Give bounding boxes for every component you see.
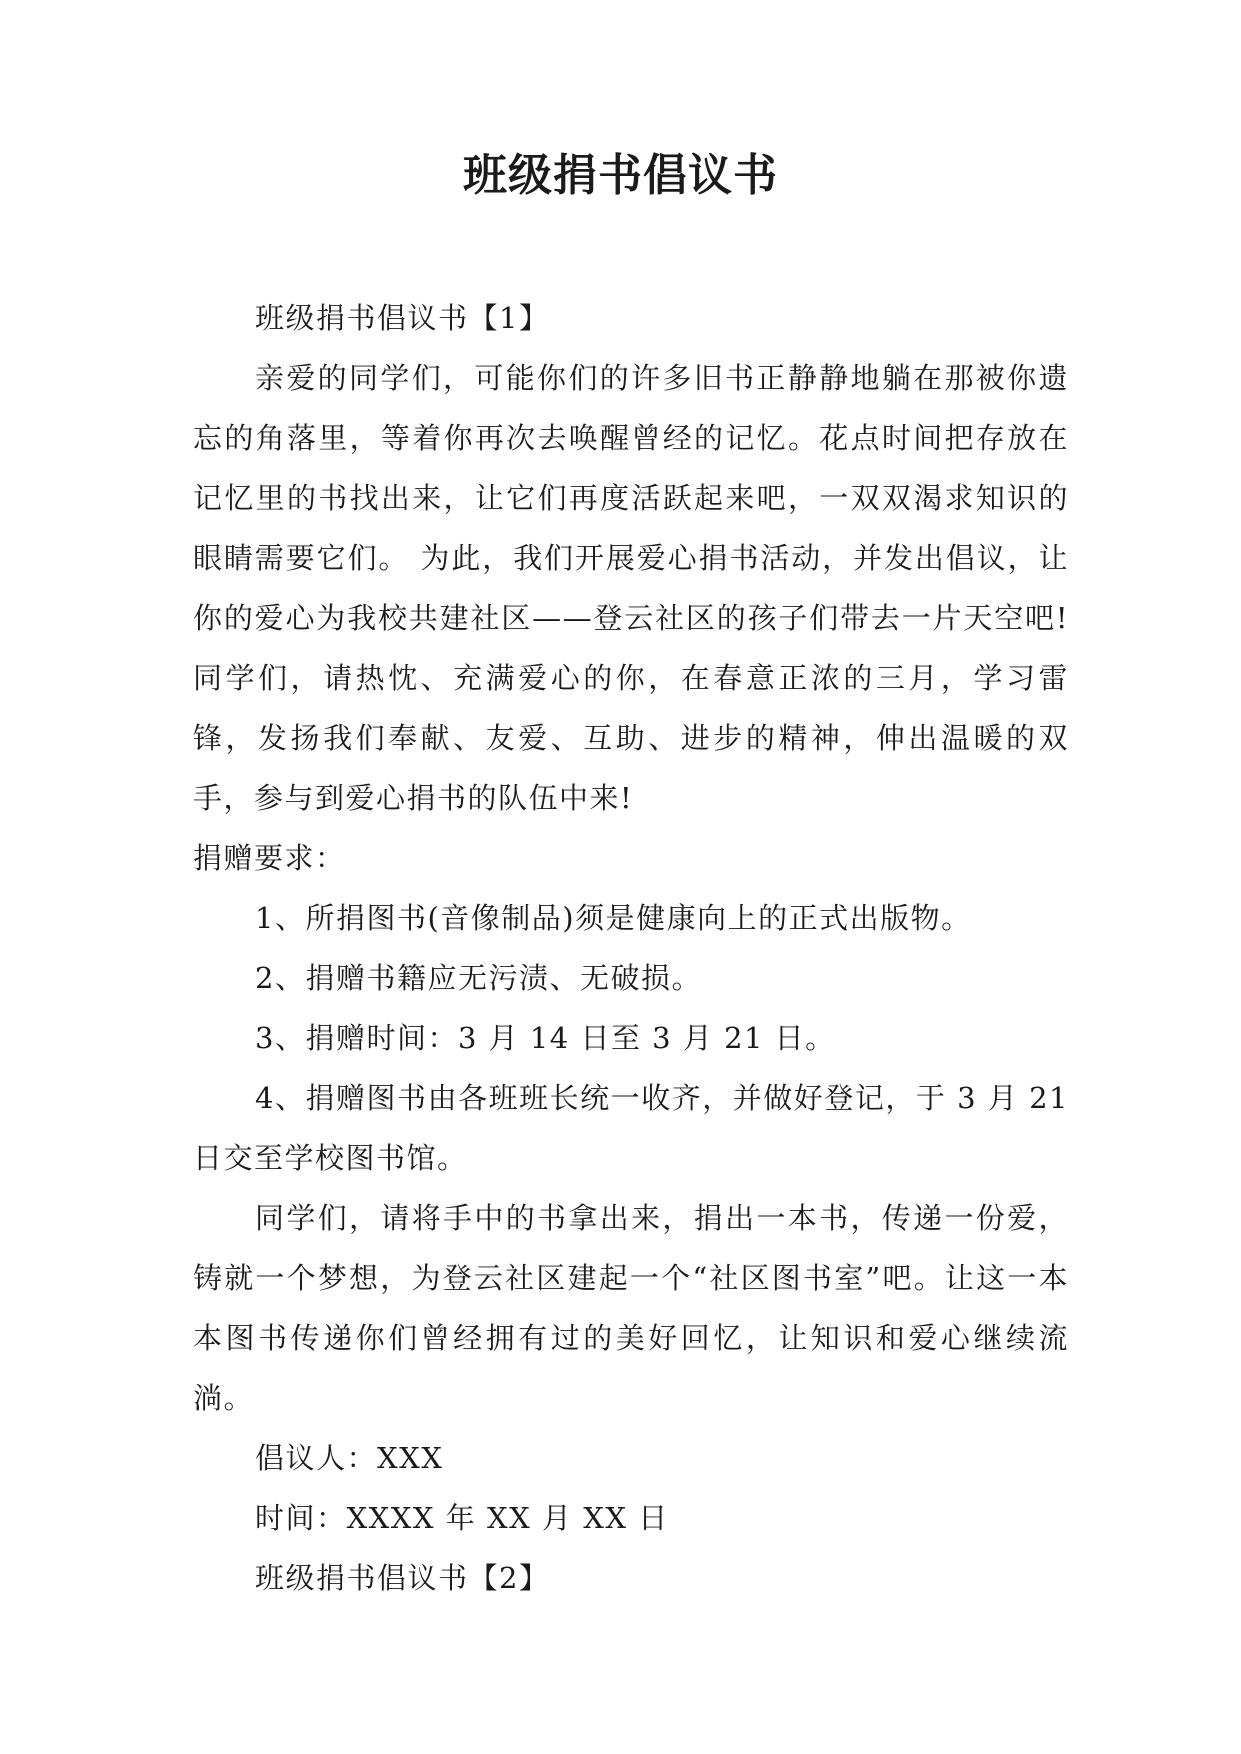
section-heading-2: 班级捐书倡议书【2】: [255, 1561, 550, 1595]
requirement-item-3: 3、捐赠时间：3 月 14 日至 3 月 21 日。: [255, 1021, 836, 1055]
closing-paragraph: 同学们，请将手中的书拿出来，捐出一本书，传递一份爱，铸就一个梦想，为登云社区建起一个“社区图书室”吧。让这一本本图书传递你们曾经拥有过的美好回忆，让知识和爱心继续流淌。: [193, 1201, 1069, 1415]
document-body: [193, 288, 1069, 1608]
date-line: 时间：XXXX 年 XX 月 XX 日: [255, 1501, 669, 1535]
intro-paragraph: 亲爱的同学们，可能你们的许多旧书正静静地躺在那被你遗忘的角落里，等着你再次去唤醒曾经的记忆。花点时间把存放在记忆里的书找出来，让它们再度活跃起来吧，一双双渴求知识的眼睛需要它们。 为此，我们开展爱心捐书活动，并发出倡议，让你的爱心为我校共建社区——登云社区的孩子们带去一片天空吧!同学们，请热忱、充满爱心的你，在春意正浓的三月，学习雷锋，发扬我们奉献、友爱、互助、进步的精神，伸出温暖的双手，参与到爱心捐书的队伍中来!: [193, 361, 1069, 815]
signatory-line: 倡议人：XXX: [255, 1441, 444, 1475]
requirements-label: 捐赠要求：: [193, 841, 346, 875]
requirement-item-4: 4、捐赠图书由各班班长统一收齐，并做好登记，于 3 月 21 日交至学校图书馆。: [193, 1081, 1069, 1175]
section-heading-1: 班级捐书倡议书【1】: [255, 301, 550, 335]
document-title: 班级捐书倡议书: [463, 150, 778, 201]
requirement-item-1: 1、所捐图书(音像制品)须是健康向上的正式出版物。: [255, 901, 972, 935]
requirement-item-2: 2、捐赠书籍应无污渍、无破损。: [255, 961, 702, 995]
